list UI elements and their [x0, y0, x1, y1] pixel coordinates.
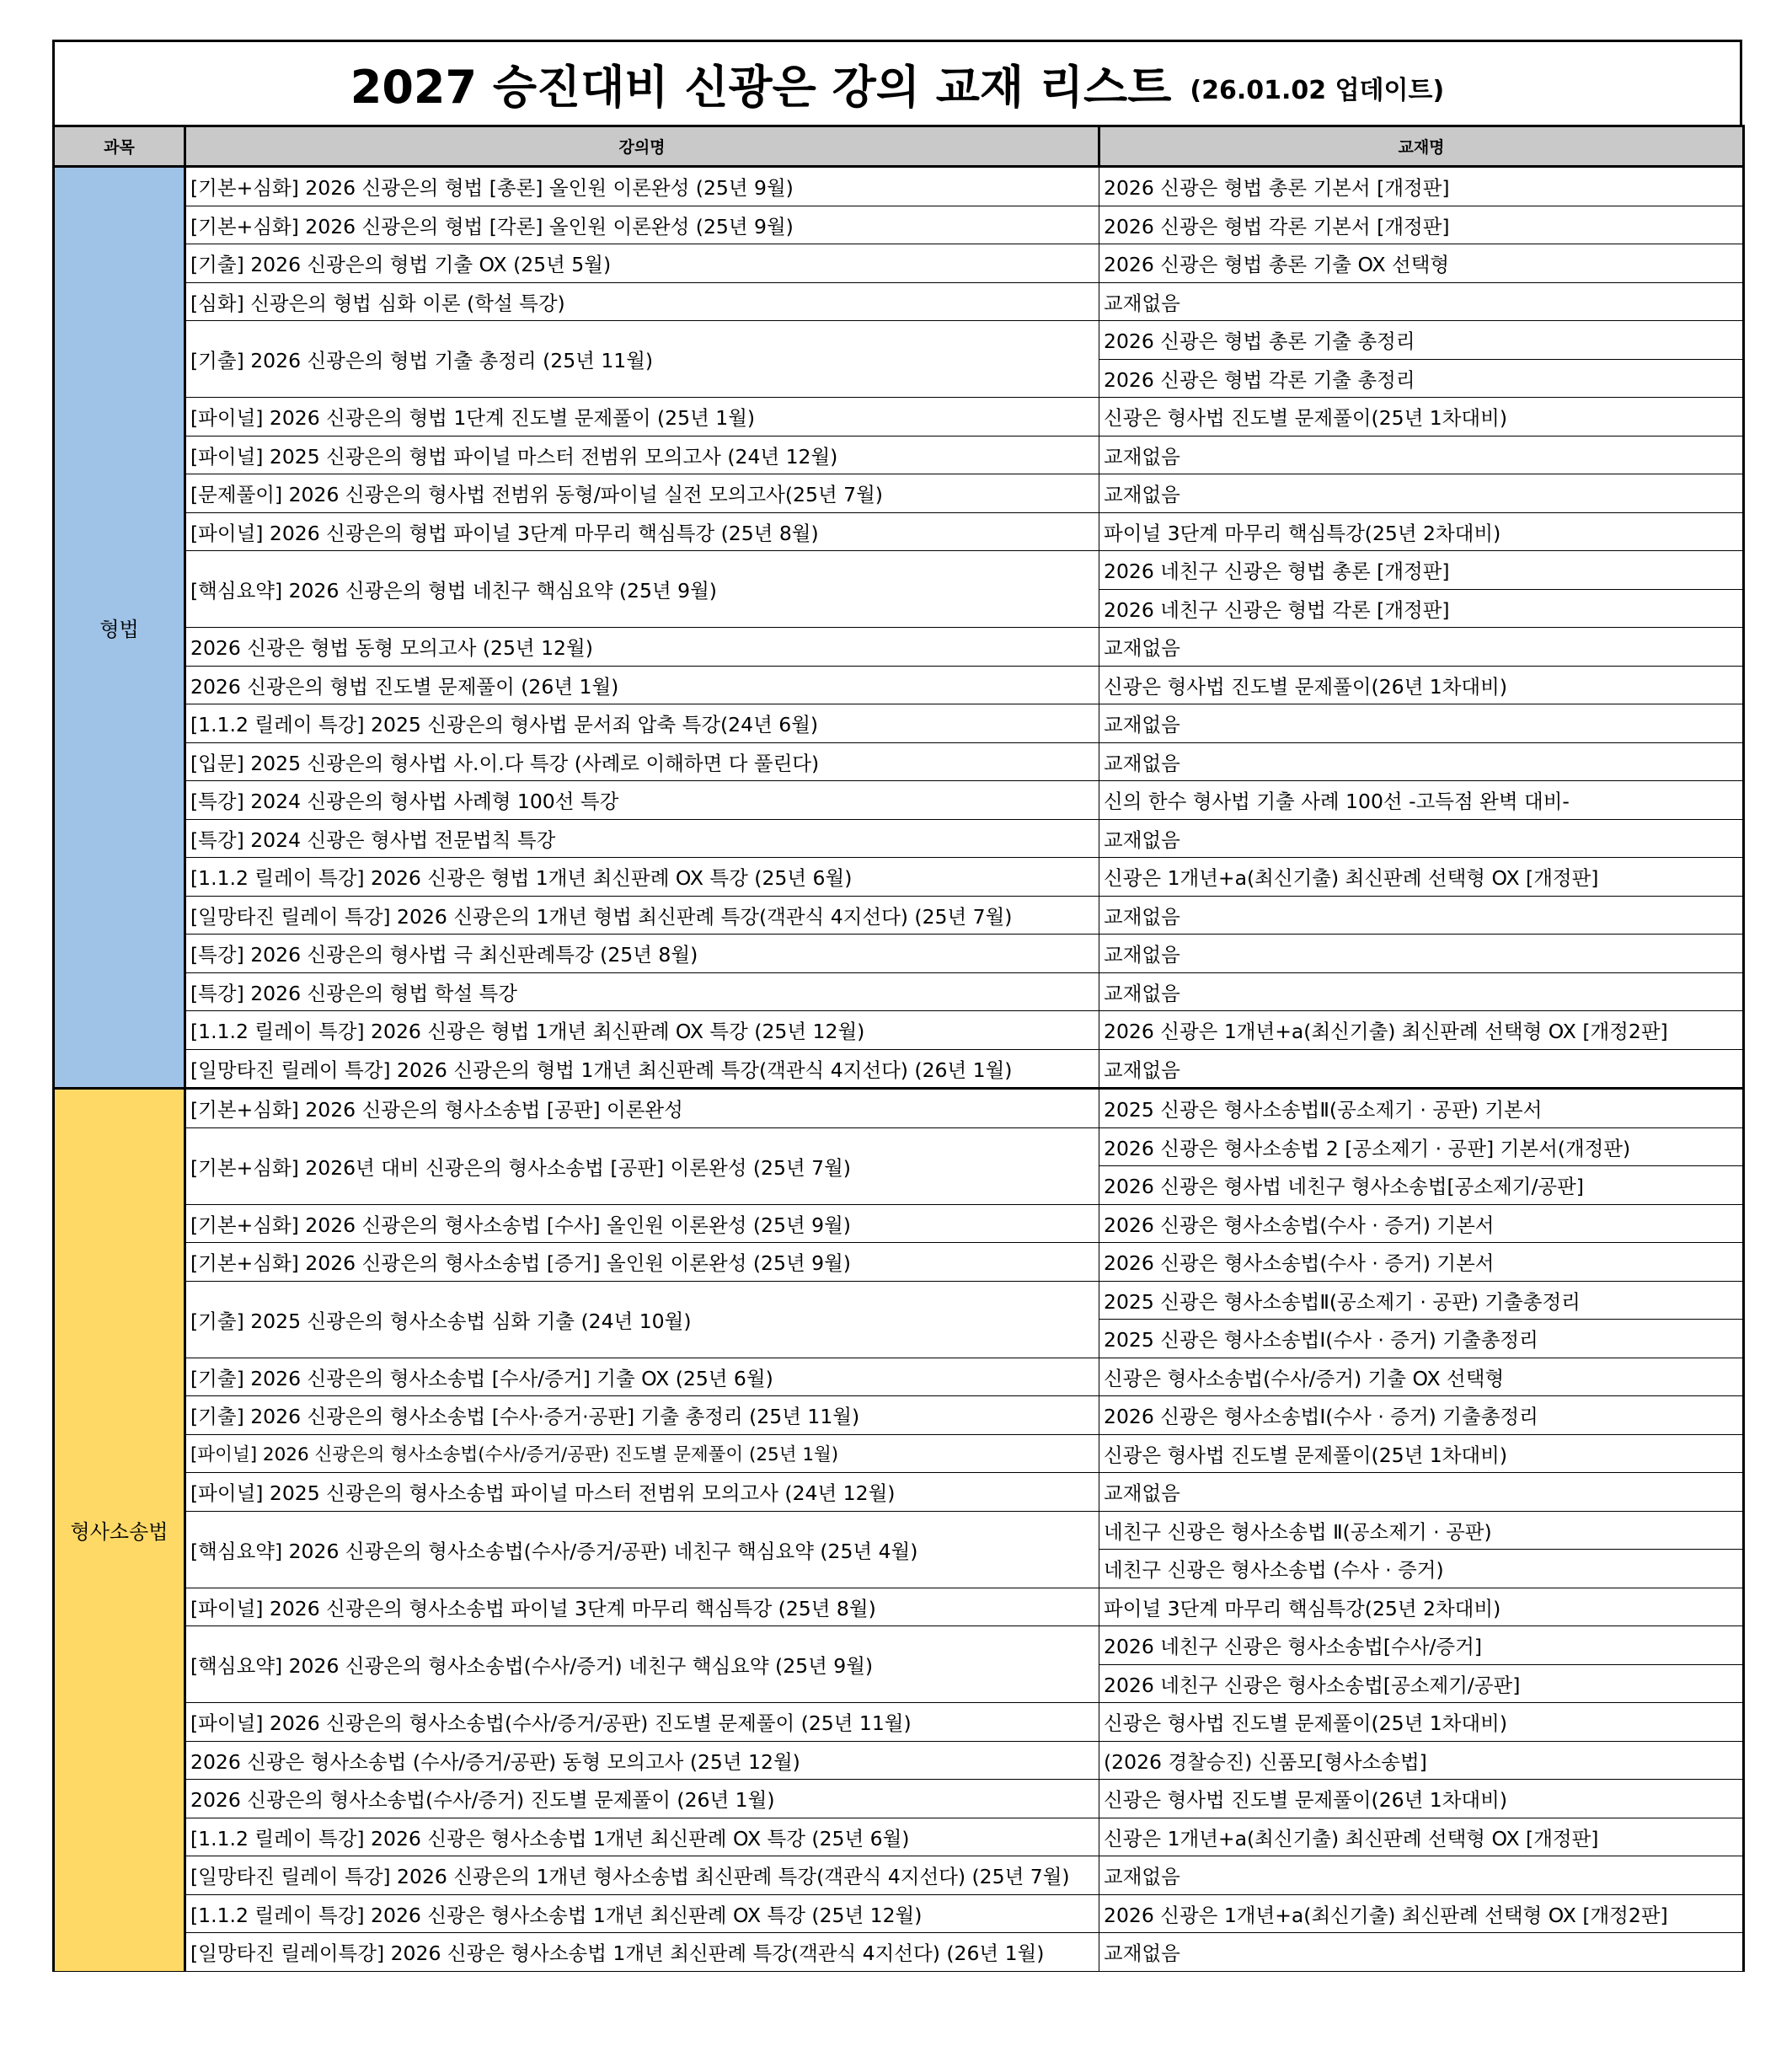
book-cell: 교재없음 [1099, 628, 1744, 667]
lecture-cell: [파이널] 2026 신광은의 형법 1단계 진도별 문제풀이 (25년 1월) [185, 398, 1099, 437]
book-cell: 네친구 신광은 형사소송법 (수사 · 증거) [1099, 1550, 1744, 1588]
table-row [54, 1511, 1744, 1550]
table-row [54, 1894, 1744, 1933]
book-cell: 신의 한수 형사법 기출 사례 100선 -고득점 완벽 대비- [1099, 781, 1744, 820]
book-cell: 신광은 형사법 진도별 문제풀이(26년 1차대비) [1099, 1780, 1744, 1818]
lecture-cell: [일망타진 릴레이 특강] 2026 신광은의 형법 1개년 최신판례 특강(객관식 4지선다) (26년 1월) [185, 1049, 1099, 1089]
table-row [54, 1281, 1744, 1320]
table-row [54, 1703, 1744, 1742]
table-body [54, 167, 1744, 1972]
book-cell: 2026 네친구 신광은 형법 각론 [개정판] [1099, 589, 1744, 628]
document-title-bar [52, 40, 1742, 125]
book-cell: (2026 경찰승진) 신품모[형사소송법] [1099, 1741, 1744, 1780]
table-row [54, 1049, 1744, 1089]
lecture-cell: [기출] 2026 신광은의 형사소송법 [수사·증거·공판] 기출 총정리 (25년 11월) [185, 1396, 1099, 1435]
document-title: 2027 승진대비 신광은 강의 교재 리스트 [350, 60, 1172, 114]
lecture-cell: [1.1.2 릴레이 특강] 2026 신광은 형사소송법 1개년 최신판례 OX 특강 (25년 6월) [185, 1818, 1099, 1856]
table-row [54, 819, 1744, 858]
book-cell: 신광은 형사법 진도별 문제풀이(25년 1차대비) [1099, 1703, 1744, 1742]
book-cell: 2025 신광은 형사소송법Ⅱ(공소제기 · 공판) 기출총정리 [1099, 1281, 1744, 1320]
lecture-cell: [1.1.2 릴레이 특강] 2026 신광은 형법 1개년 최신판례 OX 특강 (25년 12월) [185, 1011, 1099, 1050]
lecture-cell: [특강] 2026 신광은의 형법 학설 특강 [185, 972, 1099, 1011]
lecture-cell: [일망타진 릴레이특강] 2026 신광은 형사소송법 1개년 최신판례 특강(객관식 4지선다) (26년 1월) [185, 1933, 1099, 1972]
table-row [54, 1933, 1744, 1972]
lecture-cell: [문제풀이] 2026 신광은의 형사법 전범위 동형/파이널 실전 모의고사(25년 7월) [185, 474, 1099, 513]
lecture-cell: [파이널] 2026 신광은의 형법 파이널 3단계 마무리 핵심특강 (25년 8월) [185, 512, 1099, 551]
lecture-cell: [일망타진 릴레이 특강] 2026 신광은의 1개년 형법 최신판례 특강(객관식 4지선다) (25년 7월) [185, 896, 1099, 935]
book-cell: 네친구 신광은 형사소송법 Ⅱ(공소제기 · 공판) [1099, 1511, 1744, 1550]
book-cell: 교재없음 [1099, 896, 1744, 935]
book-cell: 신광은 1개년+a(최신기출) 최신판례 선택형 OX [개정판] [1099, 858, 1744, 897]
book-cell: 2026 신광은 형법 총론 기출 OX 선택형 [1099, 244, 1744, 283]
table-row [54, 1588, 1744, 1626]
book-cell: 교재없음 [1099, 935, 1744, 973]
header-book: 교재명 [1099, 126, 1744, 167]
lecture-cell: [파이널] 2026 신광은의 형사소송법(수사/증거/공판) 진도별 문제풀이 (25년 11월) [185, 1703, 1099, 1742]
lecture-book-table [52, 125, 1745, 1972]
book-cell: 2026 신광은 형법 총론 기본서 [개정판] [1099, 167, 1744, 206]
lecture-list-document [52, 40, 1742, 2062]
lecture-cell: [1.1.2 릴레이 특강] 2025 신광은의 형사법 문서죄 압축 특강(24년 6월) [185, 704, 1099, 743]
table-row [54, 1434, 1744, 1473]
book-cell: 2026 신광은 형사소송법(수사 · 증거) 기본서 [1099, 1243, 1744, 1282]
table-row [54, 1089, 1744, 1128]
table-header-row [54, 126, 1744, 167]
book-cell: 신광은 형사법 진도별 문제풀이(26년 1차대비) [1099, 666, 1744, 704]
book-cell: 교재없음 [1099, 1049, 1744, 1089]
lecture-cell: [기본+심화] 2026 신광은의 형사소송법 [증거] 올인원 이론완성 (25년 9월) [185, 1243, 1099, 1282]
book-cell: 2026 신광은 형사소송법 2 [공소제기 · 공판] 기본서(개정판) [1099, 1127, 1744, 1166]
book-cell: 2025 신광은 형사소송법Ⅱ(공소제기 · 공판) 기본서 [1099, 1089, 1744, 1128]
book-cell: 신광은 형사법 진도별 문제풀이(25년 1차대비) [1099, 398, 1744, 437]
book-cell: 2026 신광은 형사법 네친구 형사소송법[공소제기/공판] [1099, 1166, 1744, 1205]
table-row [54, 1856, 1744, 1895]
table-row [54, 167, 1744, 206]
lecture-cell: 2026 신광은 형사소송법 (수사/증거/공판) 동형 모의고사 (25년 12월) [185, 1741, 1099, 1780]
table-row [54, 474, 1744, 513]
table-row [54, 1358, 1744, 1396]
lecture-cell: [핵심요약] 2026 신광은의 형법 네친구 핵심요약 (25년 9월) [185, 551, 1099, 628]
lecture-cell: [일망타진 릴레이 특강] 2026 신광은의 1개년 형사소송법 최신판례 특강(객관식 4지선다) (25년 7월) [185, 1856, 1099, 1895]
table-row [54, 1243, 1744, 1282]
book-cell: 2026 신광은 형사소송법Ⅰ(수사 · 증거) 기출총정리 [1099, 1396, 1744, 1435]
table-row [54, 1011, 1744, 1050]
book-cell: 2025 신광은 형사소송법Ⅰ(수사 · 증거) 기출총정리 [1099, 1320, 1744, 1358]
book-cell: 2026 신광은 형사소송법(수사 · 증거) 기본서 [1099, 1204, 1744, 1243]
lecture-cell: 2026 신광은 형법 동형 모의고사 (25년 12월) [185, 628, 1099, 667]
lecture-cell: [특강] 2026 신광은의 형사법 극 최신판례특강 (25년 8월) [185, 935, 1099, 973]
subject-cell: 형법 [54, 167, 185, 1089]
table-row [54, 1818, 1744, 1856]
lecture-cell: [핵심요약] 2026 신광은의 형사소송법(수사/증거) 네친구 핵심요약 (25년 9월) [185, 1626, 1099, 1703]
table-row [54, 896, 1744, 935]
book-cell: 교재없음 [1099, 1933, 1744, 1972]
lecture-cell: [기본+심화] 2026년 대비 신광은의 형사소송법 [공판] 이론완성 (25년 7월) [185, 1127, 1099, 1204]
book-cell: 파이널 3단계 마무리 핵심특강(25년 2차대비) [1099, 1588, 1744, 1626]
table-row [54, 628, 1744, 667]
book-cell: 교재없음 [1099, 282, 1744, 321]
table-row [54, 666, 1744, 704]
update-note: (26.01.02 업데이트) [1190, 76, 1445, 105]
table-row [54, 244, 1744, 283]
book-cell: 2026 신광은 형법 각론 기본서 [개정판] [1099, 206, 1744, 244]
table-row [54, 282, 1744, 321]
lecture-cell: [기본+심화] 2026 신광은의 형사소송법 [수사] 올인원 이론완성 (25년 9월) [185, 1204, 1099, 1243]
lecture-cell: [심화] 신광은의 형법 심화 이론 (학설 특강) [185, 282, 1099, 321]
table-row [54, 1780, 1744, 1818]
table-row [54, 512, 1744, 551]
book-cell: 신광은 1개년+a(최신기출) 최신판례 선택형 OX [개정판] [1099, 1818, 1744, 1856]
table-row [54, 935, 1744, 973]
lecture-cell: [기본+심화] 2026 신광은의 형법 [각론] 올인원 이론완성 (25년 9월) [185, 206, 1099, 244]
table-row [54, 398, 1744, 437]
book-cell: 2026 신광은 1개년+a(최신기출) 최신판례 선택형 OX [개정2판] [1099, 1894, 1744, 1933]
book-cell: 교재없음 [1099, 474, 1744, 513]
book-cell: 신광은 형사법 진도별 문제풀이(25년 1차대비) [1099, 1434, 1744, 1473]
book-cell: 2026 신광은 형법 각론 기출 총정리 [1099, 359, 1744, 398]
lecture-cell: [기본+심화] 2026 신광은의 형사소송법 [공판] 이론완성 [185, 1089, 1099, 1128]
table-row [54, 551, 1744, 590]
lecture-cell: 2026 신광은의 형사소송법(수사/증거) 진도별 문제풀이 (26년 1월) [185, 1780, 1099, 1818]
table-row [54, 1127, 1744, 1166]
book-cell: 교재없음 [1099, 704, 1744, 743]
table-row [54, 781, 1744, 820]
lecture-cell: 2026 신광은의 형법 진도별 문제풀이 (26년 1월) [185, 666, 1099, 704]
lecture-cell: [파이널] 2025 신광은의 형법 파이널 마스터 전범위 모의고사 (24년 12월) [185, 436, 1099, 474]
book-cell: 2026 신광은 1개년+a(최신기출) 최신판례 선택형 OX [개정2판] [1099, 1011, 1744, 1050]
table-row [54, 321, 1744, 360]
table-row [54, 1204, 1744, 1243]
lecture-cell: [기본+심화] 2026 신광은의 형법 [총론] 올인원 이론완성 (25년 9월) [185, 167, 1099, 206]
header-lecture: 강의명 [185, 126, 1099, 167]
table-row [54, 742, 1744, 781]
lecture-cell: [1.1.2 릴레이 특강] 2026 신광은 형법 1개년 최신판례 OX 특강 (25년 6월) [185, 858, 1099, 897]
table-row [54, 704, 1744, 743]
lecture-cell: [1.1.2 릴레이 특강] 2026 신광은 형사소송법 1개년 최신판례 OX 특강 (25년 12월) [185, 1894, 1099, 1933]
book-cell: 교재없음 [1099, 436, 1744, 474]
table-row [54, 972, 1744, 1011]
book-cell: 교재없음 [1099, 1856, 1744, 1895]
lecture-cell: [특강] 2024 신광은의 형사법 사례형 100선 특강 [185, 781, 1099, 820]
book-cell: 2026 네친구 신광은 형법 총론 [개정판] [1099, 551, 1744, 590]
book-cell: 2026 신광은 형법 총론 기출 총정리 [1099, 321, 1744, 360]
book-cell: 2026 네친구 신광은 형사소송법[공소제기/공판] [1099, 1664, 1744, 1703]
header-subject: 과목 [54, 126, 185, 167]
book-cell: 파이널 3단계 마무리 핵심특강(25년 2차대비) [1099, 512, 1744, 551]
book-cell: 신광은 형사소송법(수사/증거) 기출 OX 선택형 [1099, 1358, 1744, 1396]
lecture-cell: [기출] 2026 신광은의 형사소송법 [수사/증거] 기출 OX (25년 6월) [185, 1358, 1099, 1396]
lecture-cell: [기출] 2025 신광은의 형사소송법 심화 기출 (24년 10월) [185, 1281, 1099, 1358]
lecture-cell: [기출] 2026 신광은의 형법 기출 OX (25년 5월) [185, 244, 1099, 283]
table-row [54, 1473, 1744, 1512]
table-row [54, 858, 1744, 897]
lecture-cell: [기출] 2026 신광은의 형법 기출 총정리 (25년 11월) [185, 321, 1099, 398]
lecture-cell: [입문] 2025 신광은의 형사법 사.이.다 특강 (사례로 이해하면 다 풀린다) [185, 742, 1099, 781]
book-cell: 교재없음 [1099, 1473, 1744, 1512]
book-cell: 교재없음 [1099, 819, 1744, 858]
table-row [54, 1626, 1744, 1665]
lecture-cell: [핵심요약] 2026 신광은의 형사소송법(수사/증거/공판) 네친구 핵심요약 (25년 4월) [185, 1511, 1099, 1588]
lecture-cell: [파이널] 2026 신광은의 형사소송법(수사/증거/공판) 진도별 문제풀이 (25년 1월) [185, 1434, 1099, 1473]
lecture-cell: [파이널] 2026 신광은의 형사소송법 파이널 3단계 마무리 핵심특강 (25년 8월) [185, 1588, 1099, 1626]
table-row [54, 206, 1744, 244]
table-row [54, 436, 1744, 474]
table-row [54, 1741, 1744, 1780]
table-row [54, 1396, 1744, 1435]
book-cell: 교재없음 [1099, 742, 1744, 781]
book-cell: 2026 네친구 신광은 형사소송법[수사/증거] [1099, 1626, 1744, 1665]
book-cell: 교재없음 [1099, 972, 1744, 1011]
lecture-cell: [특강] 2024 신광은 형사법 전문법칙 특강 [185, 819, 1099, 858]
subject-cell: 형사소송법 [54, 1089, 185, 1972]
lecture-cell: [파이널] 2025 신광은의 형사소송법 파이널 마스터 전범위 모의고사 (24년 12월) [185, 1473, 1099, 1512]
